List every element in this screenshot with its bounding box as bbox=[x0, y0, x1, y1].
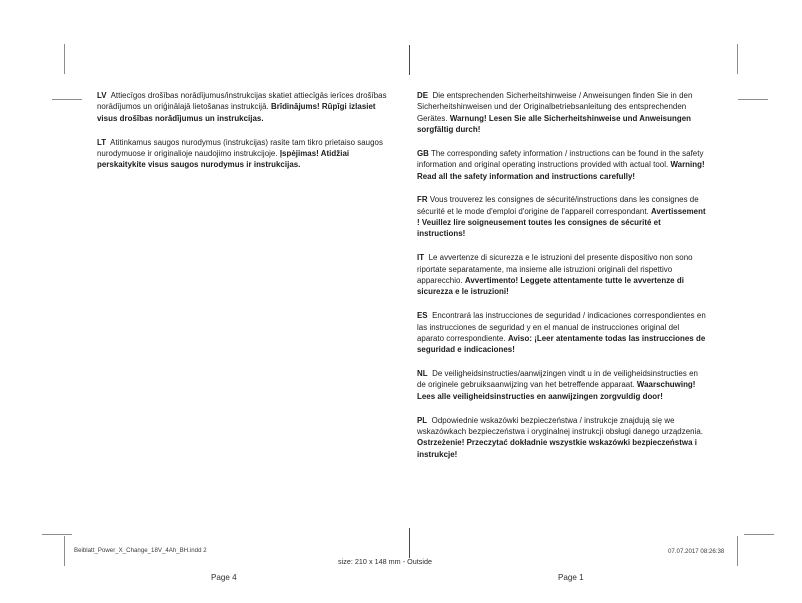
notice-paragraph-gb bbox=[417, 148, 707, 182]
notice-body-nl: De veiligheidsinstructies/aanwijzingen vindt u in de veiligheidsinstructies en de originele gebruiksaanwijzing van het betreffende apparaat. bbox=[417, 369, 698, 390]
slug-timestamp: 07.07.2017 08:26:38 bbox=[668, 548, 725, 555]
language-code-lv: LV bbox=[97, 91, 107, 100]
page-label-left: Page 4 bbox=[211, 573, 237, 582]
notice-warning-es: Aviso: ¡Leer atentamente todas las instrucciones de seguridad e indicaciones! bbox=[417, 333, 706, 355]
notice-body-lv: Attiecīgos drošības norādījumus/instrukcijas skatiet attiecīgās ierīces drošības norādījumos un oriģinālajā lietošanas instrukcijā. bbox=[97, 91, 387, 112]
slug-filename: Beiblatt_Power_X_Change_18V_4Ah_BH.indd 2 bbox=[74, 547, 207, 554]
notice-paragraph-fr bbox=[417, 194, 707, 239]
notice-warning-gb: Warning! Read all the safety information and instructions carefully! bbox=[417, 160, 705, 181]
language-code-nl: NL bbox=[417, 369, 428, 379]
notice-warning-nl: Waarschuwing! Lees alle veiligheidsinstructies en aanwijzingen zorgvuldig door! bbox=[417, 380, 696, 401]
language-code-fr: FR bbox=[417, 195, 428, 205]
crop-mark-bottom-right-vertical bbox=[737, 536, 738, 566]
slug-sheet-size: size: 210 x 148 mm - Outside bbox=[338, 557, 433, 566]
notice-paragraph-es bbox=[417, 310, 707, 355]
crop-mark-top-right-horizontal bbox=[738, 99, 768, 100]
language-code-es: ES bbox=[417, 311, 428, 321]
notice-body-lt: Atitinkamus saugos nurodymus (instrukcijas) rasite tam tikro prietaiso saugos nurodymuose ir originalioje naudojimo instrukcijoje. bbox=[97, 137, 383, 158]
notice-body-es: Encontrará las instrucciones de seguridad / indicaciones correspondientes en las instrucciones de seguridad y en el manual de instrucciones original del aparato correspondiente. bbox=[417, 311, 706, 343]
crop-mark-bottom-left-vertical bbox=[64, 536, 65, 566]
language-code-lt: LT bbox=[97, 137, 107, 147]
fold-mark-bottom-center bbox=[409, 528, 410, 558]
language-code-it: IT bbox=[417, 253, 425, 263]
notice-paragraph-de bbox=[417, 90, 707, 135]
crop-mark-bottom-left-horizontal bbox=[42, 534, 72, 535]
notice-paragraph-nl bbox=[417, 368, 707, 402]
notice-warning-it: Avvertimento! Leggete attentamente tutte le avvertenze di sicurezza e le istruzioni! bbox=[417, 275, 684, 297]
notice-paragraph-lt bbox=[97, 137, 387, 171]
fold-mark-top-center bbox=[409, 45, 410, 75]
page-label-right: Page 1 bbox=[558, 573, 584, 582]
notice-paragraph-it bbox=[417, 252, 707, 297]
notice-paragraph-pl bbox=[417, 415, 707, 460]
notice-body-fr: Vous trouverez les consignes de sécurité/instructions dans les consignes de sécurité et le mode d'emploi d'origine de l'appareil correspondant. bbox=[417, 195, 699, 216]
language-code-de: DE bbox=[417, 91, 429, 100]
notice-body-de: Die entsprechenden Sicherheitshinweise / Anweisungen finden Sie in den Sicherheitshinweisen und der Originalbetriebsanleitung des entsprechenden Gerätes. bbox=[417, 91, 693, 123]
language-code-gb: GB bbox=[417, 148, 429, 158]
language-code-pl: PL bbox=[417, 415, 428, 425]
notice-paragraph-lv bbox=[97, 90, 387, 124]
notice-column-left bbox=[97, 90, 387, 171]
notice-body-it: Le avvertenze di sicurezza e le istruzioni del presente dispositivo non sono riportate separatamente, ma insieme alle istruzioni originali del rispettivo apparecchio. bbox=[417, 253, 693, 285]
notice-warning-lt: Įspėjimas! Atidžiai perskaitykite visus saugos nurodymus ir instrukcijas. bbox=[97, 148, 350, 170]
crop-mark-top-left-horizontal bbox=[52, 99, 82, 100]
crop-mark-top-right-vertical bbox=[737, 44, 738, 74]
notice-warning-de: Warnung! Lesen Sie alle Sicherheitshinweise und Anweisungen sorgfältig durch! bbox=[417, 113, 691, 135]
crop-mark-bottom-right-horizontal bbox=[744, 534, 774, 535]
notice-warning-pl: Ostrzeżenie! Przeczytać dokładnie wszystkie wskazówki bezpieczeństwa i instrukcje! bbox=[417, 438, 697, 459]
notice-body-gb: The corresponding safety information / instructions can be found in the safety information and original operating instructions provided with actual tool. bbox=[417, 148, 704, 170]
notice-warning-fr: Avertissement ! Veuillez lire soigneusement toutes les consignes de sécurité et instructions! bbox=[417, 206, 706, 239]
notice-body-pl: Odpowiednie wskazówki bezpieczeństwa / instrukcje znajdują się we wskazówkach bezpieczeństwa i oryginalnej instrukcji obsługi danego urządzenia. bbox=[417, 415, 704, 436]
notice-column-right bbox=[417, 90, 707, 460]
notice-warning-lv: Brīdinājums! Rūpīgi izlasiet visus drošības norādījumus un instrukcijas. bbox=[97, 102, 376, 123]
crop-mark-top-left-vertical bbox=[64, 44, 65, 74]
